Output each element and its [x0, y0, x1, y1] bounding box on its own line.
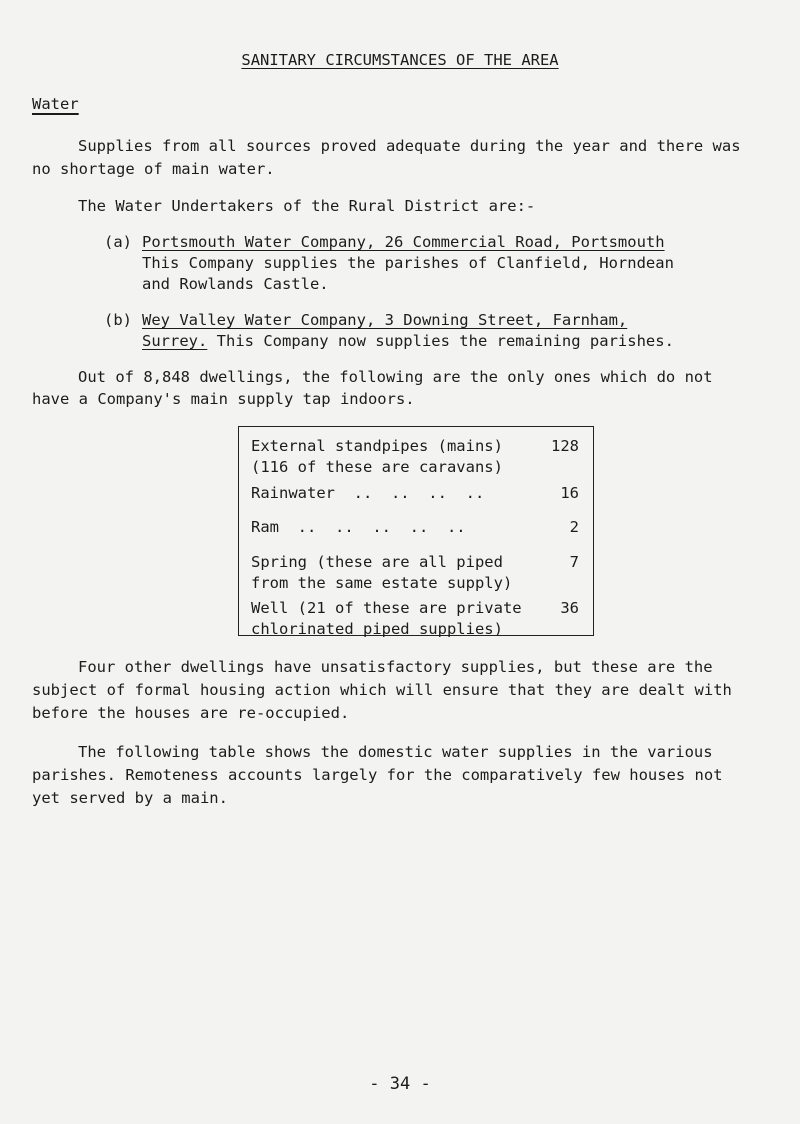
row-desc-line1: Ram .. .. .. .. ..	[251, 518, 466, 536]
row-value: 128	[551, 437, 579, 455]
item-a-line2: This Company supplies the parishes of Clanfield, Horndean	[142, 254, 674, 272]
row-value: 7	[569, 553, 579, 571]
item-a-line3: and Rowlands Castle.	[142, 275, 329, 293]
para4-line1: The following table shows the domestic water supplies in the various	[78, 743, 713, 761]
para4-line2: parishes. Remoteness accounts largely for the comparatively few houses not	[32, 766, 723, 784]
row-desc-line1: Spring (these are all piped	[251, 553, 503, 571]
item-b-county: Surrey.	[142, 332, 208, 350]
row-desc-line1: Rainwater .. .. .. ..	[251, 484, 485, 502]
item-b-line2	[142, 331, 674, 352]
para1-line2: no shortage of main water.	[32, 160, 275, 178]
row-value: 36	[560, 599, 579, 617]
para3-line3: before the houses are re-occupied.	[32, 704, 350, 722]
para3-line2: subject of formal housing action which will ensure that they are dealt with	[32, 681, 732, 699]
row-desc-line1: External standpipes (mains)	[251, 437, 503, 455]
item-b-rest: This Company now supplies the remaining parishes.	[207, 332, 674, 350]
undertakers-intro: The Water Undertakers of the Rural District are:-	[78, 197, 536, 215]
para2-line2: have a Company's main supply tap indoors.	[32, 390, 415, 408]
item-a-company: Portsmouth Water Company, 26 Commercial Road, Portsmouth	[142, 233, 665, 251]
page-number: - 34 -	[369, 1074, 431, 1094]
para4-line3: yet served by a main.	[32, 789, 228, 807]
section-heading	[32, 94, 79, 115]
para2-line1: Out of 8,848 dwellings, the following are the only ones which do not	[78, 368, 713, 386]
non-mains-supply-table	[238, 426, 594, 636]
page-title: SANITARY CIRCUMSTANCES OF THE AREA	[241, 51, 559, 69]
para1-line1: Supplies from all sources proved adequate during the year and there was	[78, 137, 741, 155]
row-value: 2	[569, 518, 579, 536]
section-heading-text: Water	[32, 95, 79, 113]
item-a-marker: (a)	[104, 233, 132, 251]
row-value: 16	[560, 484, 579, 502]
item-b-company: Wey Valley Water Company, 3 Downing Street, Farnham,	[142, 311, 628, 329]
para3-line1: Four other dwellings have unsatisfactory supplies, but these are the	[78, 658, 713, 676]
row-desc-line2: (116 of these are caravans)	[251, 458, 503, 476]
row-desc-line2: from the same estate supply)	[251, 574, 513, 592]
row-desc-line1: Well (21 of these are private	[251, 599, 522, 617]
item-b-marker: (b)	[104, 311, 132, 329]
row-desc-line2: chlorinated piped supplies)	[251, 620, 503, 638]
